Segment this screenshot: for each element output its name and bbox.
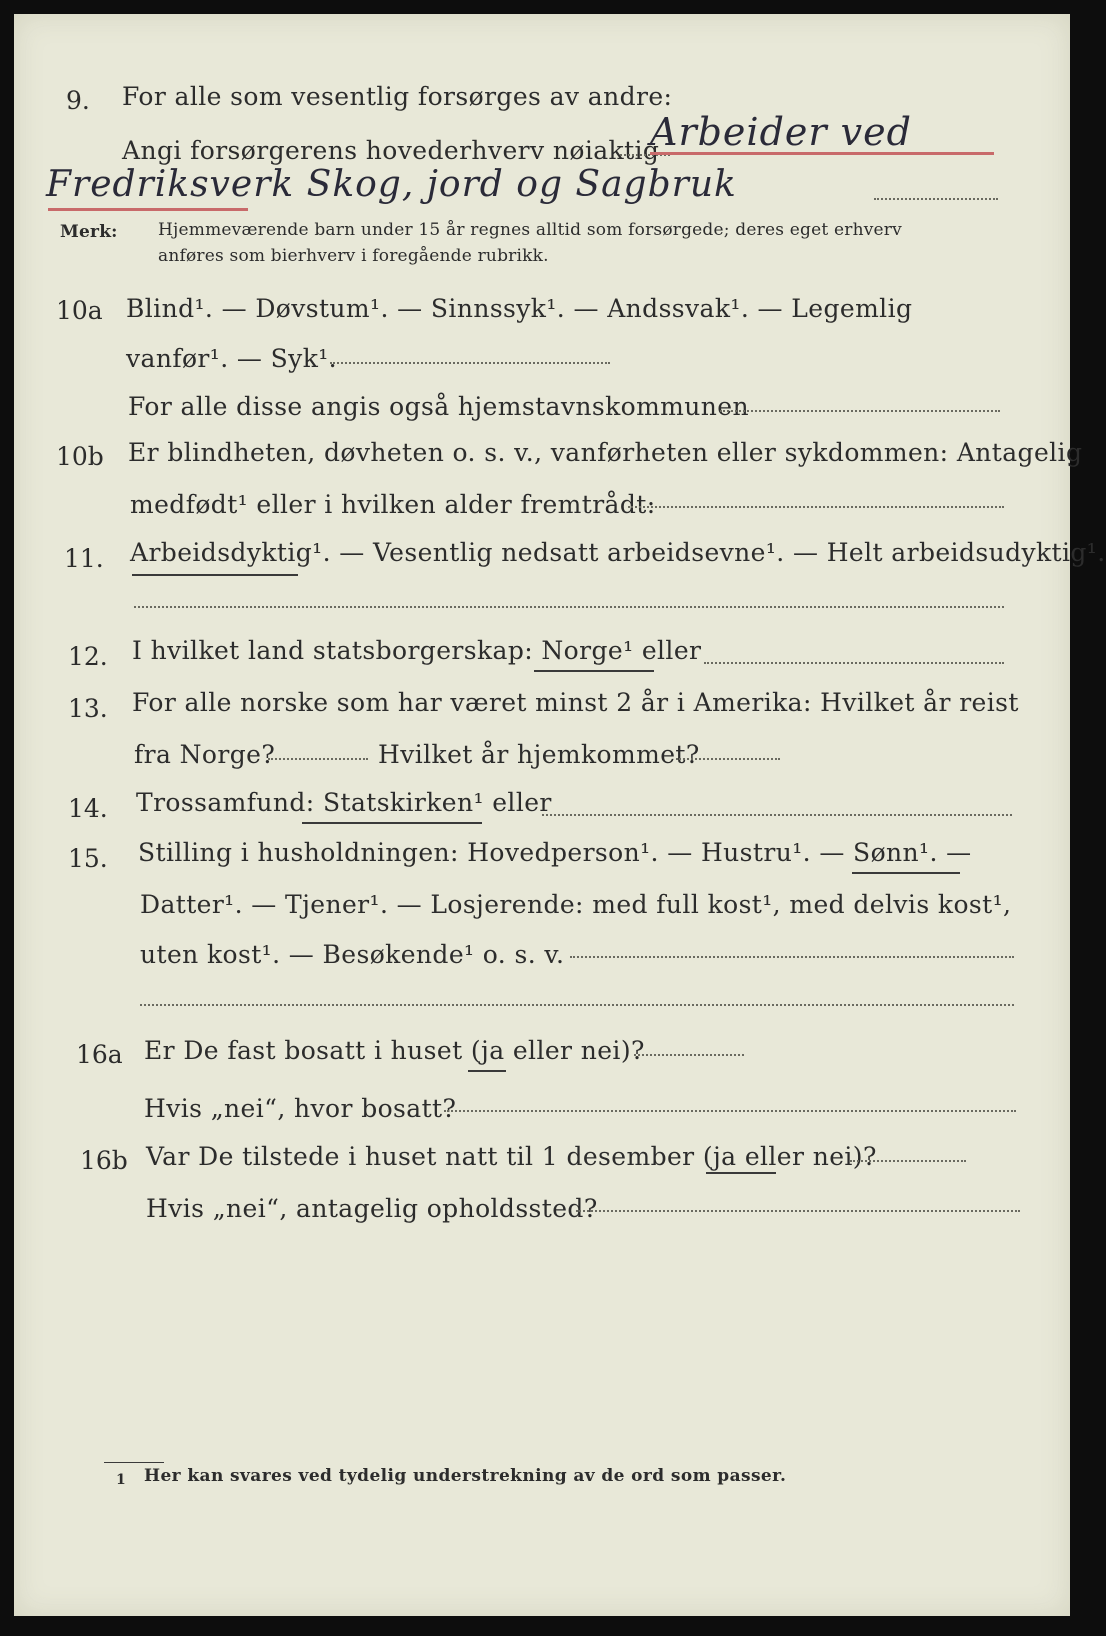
q16a-number: 16a: [76, 1040, 123, 1069]
q10a-line3: For alle disse angis også hjemstavnskommunen: [128, 392, 749, 421]
q13-line2a: fra Norge?: [134, 740, 276, 769]
footnote-rule: [104, 1462, 164, 1463]
q10a-line2-dotted: [330, 362, 610, 364]
q16a-line1: Er De fast bosatt i huset (ja eller nei)?: [144, 1036, 645, 1065]
q10a-line3-dotted: [720, 410, 1000, 412]
q16b-dotted: [850, 1160, 966, 1162]
census-form-page: [14, 14, 1106, 1616]
merk-label: Merk:: [60, 222, 118, 242]
q15-answer-underline: [852, 872, 960, 874]
merk-line2: anføres som bierhverv i foregående rubrikk.: [158, 246, 549, 266]
q16b-dotted-2: [576, 1210, 1020, 1212]
q10b-line1: Er blindheten, døvheten o. s. v., vanførheten eller sykdommen: Antagelig: [128, 438, 1083, 467]
q11-answer-underline: [132, 574, 298, 576]
q13-line2b: Hvilket år hjemkommet?: [378, 740, 700, 769]
q16a-answer-underline: [468, 1070, 506, 1072]
q15-dotted-2: [140, 1004, 1014, 1006]
q12-dotted: [704, 662, 1004, 664]
q12-answer-underline: [534, 670, 654, 672]
q9-red-underline-2: [48, 208, 248, 211]
q9-number: 9.: [66, 86, 90, 115]
q16a-dotted: [634, 1054, 744, 1056]
q15-line2: Datter¹. — Tjener¹. — Losjerende: med full kost¹, med delvis kost¹,: [140, 890, 1012, 919]
q10a-line2: vanfør¹. — Syk¹.: [126, 344, 338, 373]
q13-line1: For alle norske som har været minst 2 år i Amerika: Hvilket år reist: [132, 688, 1019, 717]
q11-dotted: [134, 606, 1004, 608]
q16b-number: 16b: [80, 1146, 128, 1175]
q12-line1: I hvilket land statsborgerskap: Norge¹ eller: [132, 636, 702, 665]
footnote-text: Her kan svares ved tydelig understrekning av de ord som passer.: [144, 1466, 787, 1486]
q9-handwritten-answer-1: Arbeider ved: [650, 110, 912, 154]
q11-number: 11.: [64, 544, 104, 573]
q10b-number: 10b: [56, 442, 104, 471]
q15-line3: uten kost¹. — Besøkende¹ o. s. v.: [140, 940, 565, 969]
q10a-number: 10a: [56, 296, 103, 325]
q9-dotted-line-2: [874, 198, 998, 200]
q14-dotted: [542, 814, 1012, 816]
q10a-line1: Blind¹. — Døvstum¹. — Sinnssyk¹. — Andssvak¹. — Legemlig: [126, 294, 913, 323]
q10b-line2: medfødt¹ eller i hvilken alder fremtrådt:: [130, 490, 656, 519]
q9-red-underline-1: [650, 152, 994, 155]
q13-dotted-a: [268, 758, 368, 760]
q14-line1: Trossamfund: Statskirken¹ eller: [136, 788, 552, 817]
q9-line1: For alle som vesentlig forsørges av andre:: [122, 82, 673, 111]
q13-number: 13.: [68, 694, 108, 723]
q16a-dotted-2: [444, 1110, 1016, 1112]
q11-line1: Arbeidsdyktig¹. — Vesentlig nedsatt arbeidsevne¹. — Helt arbeidsudyktig¹.: [130, 538, 1106, 567]
q15-number: 15.: [68, 844, 108, 873]
q15-line1: Stilling i husholdningen: Hovedperson¹. — Hustru¹. — Sønn¹. —: [138, 838, 972, 867]
q16b-line2: Hvis „nei“, antagelig opholdssted?: [146, 1194, 598, 1223]
q14-answer-underline: [302, 822, 482, 824]
footnote-mark: 1: [116, 1472, 127, 1488]
q9-line2: Angi forsørgerens hovederhverv nøiaktig: [122, 136, 660, 165]
q14-number: 14.: [68, 794, 108, 823]
q16b-answer-underline: [706, 1172, 776, 1174]
merk-line1: Hjemmeværende barn under 15 år regnes alltid som forsørgede; deres eget erhverv: [158, 220, 902, 240]
q12-number: 12.: [68, 642, 108, 671]
q9-handwritten-answer-2: Fredriksverk Skog, jord og Sagbruk: [46, 164, 737, 205]
q13-dotted-b: [676, 758, 780, 760]
q15-dotted: [570, 956, 1014, 958]
q16b-line1: Var De tilstede i huset natt til 1 desember (ja eller nei)?: [146, 1142, 877, 1171]
q16a-line2: Hvis „nei“, hvor bosatt?: [144, 1094, 457, 1123]
q10b-dotted: [628, 506, 1004, 508]
